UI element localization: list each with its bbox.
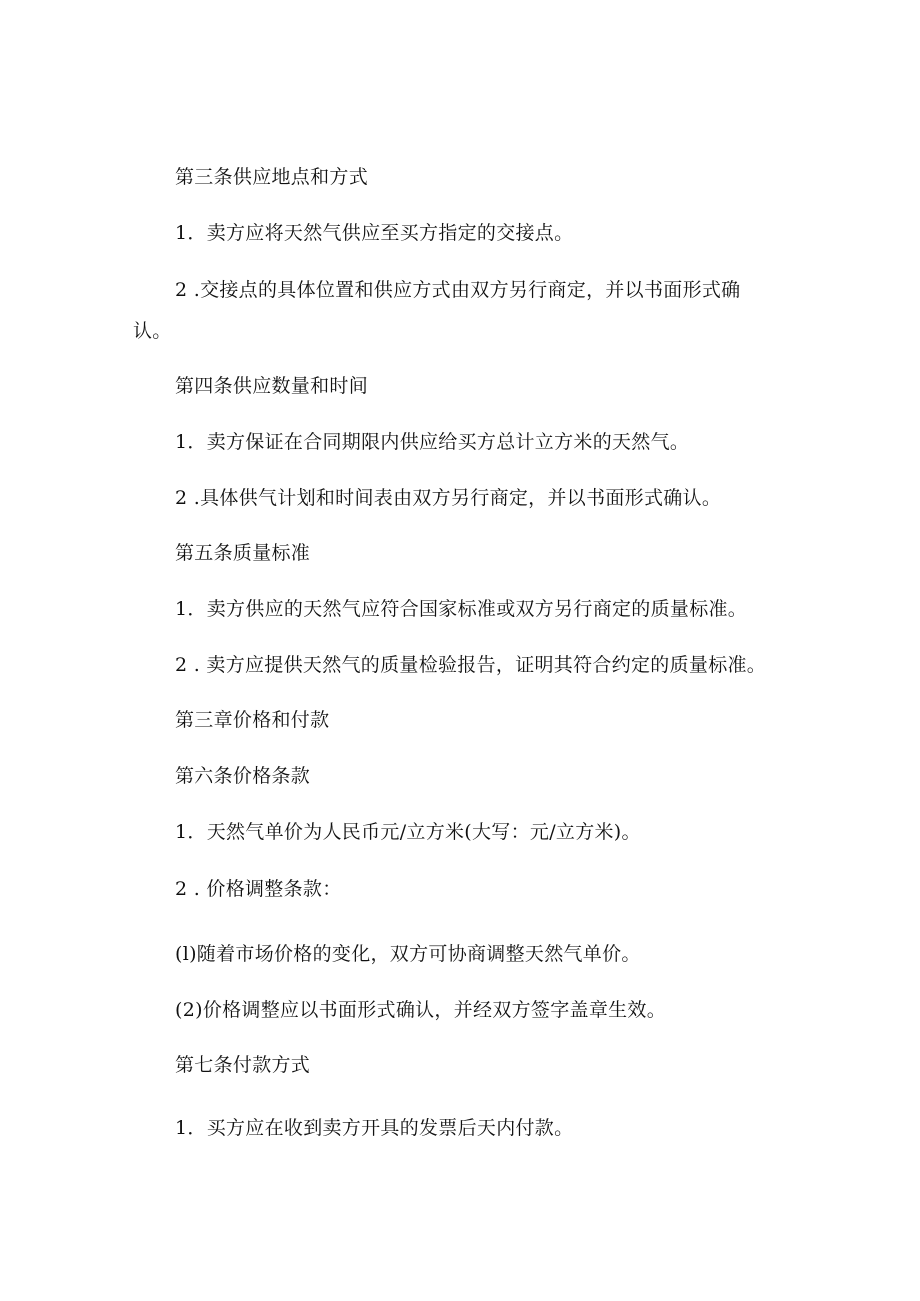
article-6-clause-2-item-1: (l)随着市场价格的变化，双方可协商调整天然气单价。: [175, 943, 641, 965]
article-3-clause-2: 2 .交接点的具体位置和供应方式由双方另行商定，并以书面形式确: [175, 279, 741, 301]
article-4-clause-2: 2 .具体供气计划和时间表由双方另行商定，并以书面形式确认。: [175, 487, 722, 509]
article-7-heading: 第七条付款方式: [175, 1054, 311, 1076]
article-3-clause-1: 1．卖方应将天然气供应至买方指定的交接点。: [175, 222, 574, 244]
article-5-clause-1: 1．卖方供应的天然气应符合国家标准或双方另行商定的质量标准。: [175, 598, 748, 620]
article-5-heading: 第五条质量标准: [175, 542, 311, 564]
article-7-clause-1: 1．买方应在收到卖方开具的发票后天内付款。: [175, 1117, 574, 1139]
article-5-clause-2: 2 . 卖方应提供天然气的质量检验报告，证明其符合约定的质量标准。: [175, 654, 767, 676]
article-4-clause-1: 1．卖方保证在合同期限内供应给买方总计立方米的天然气。: [175, 431, 690, 453]
article-6-heading: 第六条价格条款: [175, 765, 311, 787]
article-6-clause-2-item-2: (2)价格调整应以书面形式确认，并经双方签字盖章生效。: [175, 999, 667, 1021]
article-6-clause-2: 2 . 价格调整条款：: [175, 878, 342, 900]
article-6-clause-1: 1．天然气单价为人民币元/立方米(大写：元/立方米)。: [175, 821, 641, 843]
article-3-heading: 第三条供应地点和方式: [175, 166, 369, 188]
article-3-clause-2-continued: 认。: [133, 320, 172, 342]
article-4-heading: 第四条供应数量和时间: [175, 375, 369, 397]
chapter-3-heading: 第三章价格和付款: [175, 709, 330, 731]
